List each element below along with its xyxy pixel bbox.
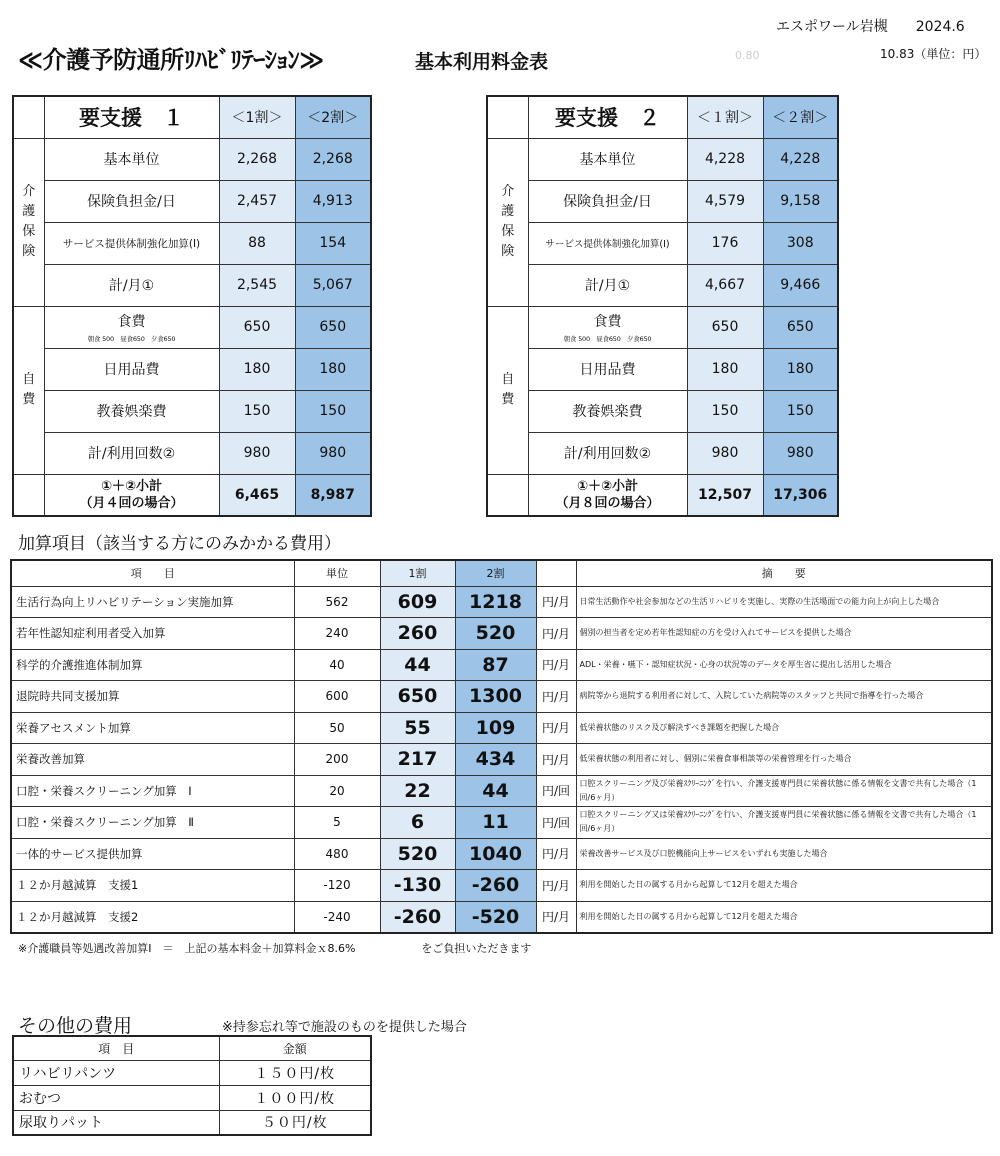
value-1wari: 650 bbox=[219, 306, 295, 348]
addon-1wari: 650 bbox=[380, 681, 455, 713]
level-title: 要支援 １ bbox=[44, 96, 219, 138]
fee-item: おむつ bbox=[13, 1085, 219, 1110]
footnote: ※介護職員等処遇改善加算Ⅰ ＝ 上記の基本料金＋加算料金ｘ8.6% をご負担いただきます bbox=[18, 942, 532, 955]
addon-table bbox=[10, 559, 993, 934]
addon-units: -120 bbox=[294, 870, 380, 902]
table-row bbox=[13, 1060, 371, 1085]
addon-2wari: 87 bbox=[455, 649, 536, 681]
table-row bbox=[13, 1110, 371, 1135]
addon-2wari: 1300 bbox=[455, 681, 536, 713]
rate-table-support-1 bbox=[12, 95, 372, 517]
subtotal-label: ①＋②小計 （月８回の場合） bbox=[528, 474, 687, 516]
addon-units: 240 bbox=[294, 618, 380, 650]
empty-cell bbox=[487, 474, 528, 516]
addon-2wari: 11 bbox=[455, 807, 536, 839]
addon-1wari: 22 bbox=[380, 775, 455, 807]
row-label: 基本単位 bbox=[44, 138, 219, 180]
addon-per: 円/月 bbox=[536, 649, 576, 681]
corner-cell bbox=[487, 96, 528, 138]
value-2wari: 980 bbox=[295, 432, 371, 474]
row-label: 計/月① bbox=[44, 264, 219, 306]
fee-price: ５０円/枚 bbox=[219, 1110, 371, 1135]
addon-1wari: 217 bbox=[380, 744, 455, 776]
addon-2wari: 434 bbox=[455, 744, 536, 776]
value-1wari: 150 bbox=[219, 390, 295, 432]
addon-2wari: 520 bbox=[455, 618, 536, 650]
care-insurance-label: 介 護 保 険 bbox=[487, 138, 528, 306]
addon-per: 円/月 bbox=[536, 901, 576, 933]
addon-units: 200 bbox=[294, 744, 380, 776]
value-1wari: 176 bbox=[687, 222, 763, 264]
page-subtitle: 基本利用料金表 bbox=[415, 51, 549, 73]
value-2wari: 9,158 bbox=[763, 180, 838, 222]
addon-units: 600 bbox=[294, 681, 380, 713]
addon-summary: 病院等から退院する利用者に対して、入院していた病院等のスタッフと共同で指導を行った場合 bbox=[576, 681, 992, 713]
meal-label-cell bbox=[44, 306, 219, 348]
fee-item: 尿取りパット bbox=[13, 1110, 219, 1135]
value-2wari: 4,228 bbox=[763, 138, 838, 180]
addon-1wari: -260 bbox=[380, 901, 455, 933]
value-2wari: 650 bbox=[763, 306, 838, 348]
addon-summary: 利用を開始した日の属する月から起算して12月を超えた場合 bbox=[576, 870, 992, 902]
value-2wari: 4,913 bbox=[295, 180, 371, 222]
addon-summary: 日常生活動作や社会参加などの生活リハビリを実施し、実際の生活場面での能力向上が向上した場合 bbox=[576, 586, 992, 618]
addon-name: 若年性認知症利用者受入加算 bbox=[11, 618, 294, 650]
col-header-1wari: ＜1割＞ bbox=[219, 96, 295, 138]
addon-per: 円/月 bbox=[536, 618, 576, 650]
value-1wari: 4,667 bbox=[687, 264, 763, 306]
col-header-item: 項 目 bbox=[11, 560, 294, 586]
value-1wari: 4,228 bbox=[687, 138, 763, 180]
value-2wari: 180 bbox=[295, 348, 371, 390]
addon-per: 円/月 bbox=[536, 870, 576, 902]
row-label: 日用品費 bbox=[528, 348, 687, 390]
table-row bbox=[11, 775, 992, 807]
col-header-2wari: 2割 bbox=[455, 560, 536, 586]
subtotal-1wari: 6,465 bbox=[219, 474, 295, 516]
col-header-1wari: 1割 bbox=[380, 560, 455, 586]
subtotal-2wari: 8,987 bbox=[295, 474, 371, 516]
value-1wari: 180 bbox=[687, 348, 763, 390]
col-header-per bbox=[536, 560, 576, 586]
value-1wari: 2,545 bbox=[219, 264, 295, 306]
addon-per: 円/月 bbox=[536, 681, 576, 713]
meal-breakdown: 朝食 500 昼食650 夕食650 bbox=[563, 335, 652, 343]
table-row bbox=[11, 618, 992, 650]
addon-units: 562 bbox=[294, 586, 380, 618]
addon-units: -240 bbox=[294, 901, 380, 933]
addon-per: 円/回 bbox=[536, 807, 576, 839]
addon-summary: 利用を開始した日の属する月から起算して12月を超えた場合 bbox=[576, 901, 992, 933]
empty-cell bbox=[13, 474, 44, 516]
addon-name: 口腔・栄養スクリーニング加算 Ⅱ bbox=[11, 807, 294, 839]
addon-1wari: 260 bbox=[380, 618, 455, 650]
addon-1wari: 609 bbox=[380, 586, 455, 618]
subtotal-label: ①＋②小計 （月４回の場合） bbox=[44, 474, 219, 516]
value-1wari: 2,268 bbox=[219, 138, 295, 180]
addon-name: 口腔・栄養スクリーニング加算 Ⅰ bbox=[11, 775, 294, 807]
addon-per: 円/回 bbox=[536, 775, 576, 807]
addon-units: 480 bbox=[294, 838, 380, 870]
table-row bbox=[11, 744, 992, 776]
addon-2wari: 1218 bbox=[455, 586, 536, 618]
col-header-summary: 摘 要 bbox=[576, 560, 992, 586]
addon-summary: ADL・栄養・嚥下・認知症状況・心身の状況等のデータを厚生省に提出し活用した場合 bbox=[576, 649, 992, 681]
value-1wari: 4,579 bbox=[687, 180, 763, 222]
addon-2wari: 109 bbox=[455, 712, 536, 744]
addon-1wari: 520 bbox=[380, 838, 455, 870]
addon-per: 円/月 bbox=[536, 838, 576, 870]
row-label: サービス提供体制強化加算(Ⅰ) bbox=[44, 222, 219, 264]
addon-name: 生活行為向上リハビリテーション実施加算 bbox=[11, 586, 294, 618]
corner-cell bbox=[13, 96, 44, 138]
row-label: 保険負担金/日 bbox=[528, 180, 687, 222]
col-header-price: 金額 bbox=[219, 1036, 371, 1060]
row-label: 食費 bbox=[117, 314, 146, 330]
table-row bbox=[11, 901, 992, 933]
addon-name: 栄養アセスメント加算 bbox=[11, 712, 294, 744]
addon-units: 5 bbox=[294, 807, 380, 839]
table-row bbox=[13, 1085, 371, 1110]
addon-2wari: 44 bbox=[455, 775, 536, 807]
addon-1wari: -130 bbox=[380, 870, 455, 902]
addon-heading: 加算項目（該当する方にのみかかる費用） bbox=[18, 534, 341, 554]
value-1wari: 650 bbox=[687, 306, 763, 348]
value-1wari: 180 bbox=[219, 348, 295, 390]
value-2wari: 650 bbox=[295, 306, 371, 348]
value-2wari: 980 bbox=[763, 432, 838, 474]
self-pay-label: 自 費 bbox=[487, 306, 528, 474]
addon-2wari: 1040 bbox=[455, 838, 536, 870]
addon-2wari: -520 bbox=[455, 901, 536, 933]
addon-per: 円/月 bbox=[536, 744, 576, 776]
addon-units: 40 bbox=[294, 649, 380, 681]
table-row bbox=[11, 712, 992, 744]
meal-breakdown: 朝食 500 昼食650 夕食650 bbox=[87, 335, 176, 343]
value-2wari: 9,466 bbox=[763, 264, 838, 306]
table-row bbox=[11, 649, 992, 681]
addon-name: 一体的サービス提供加算 bbox=[11, 838, 294, 870]
fee-item: リハビリパンツ bbox=[13, 1060, 219, 1085]
facility-date: エスポワール岩槻 2024.6 bbox=[776, 19, 965, 35]
value-2wari: 5,067 bbox=[295, 264, 371, 306]
row-label: 計/利用回数② bbox=[528, 432, 687, 474]
fee-price: １００円/枚 bbox=[219, 1085, 371, 1110]
col-header-unit: 単位 bbox=[294, 560, 380, 586]
meal-label-cell bbox=[528, 306, 687, 348]
value-1wari: 980 bbox=[219, 432, 295, 474]
row-label: 計/月① bbox=[528, 264, 687, 306]
row-label: 保険負担金/日 bbox=[44, 180, 219, 222]
table-row bbox=[11, 586, 992, 618]
page-title: ≪介護予防通所ﾘﾊﾋﾞﾘﾃｰｼｮﾝ≫ bbox=[18, 46, 324, 74]
row-label: 食費 bbox=[593, 314, 622, 330]
col-header-item: 項 目 bbox=[13, 1036, 219, 1060]
other-fees-note: ※持参忘れ等で施設のものを提供した場合 bbox=[222, 1020, 467, 1035]
row-label: サービス提供体制強化加算(Ⅰ) bbox=[528, 222, 687, 264]
value-2wari: 2,268 bbox=[295, 138, 371, 180]
addon-1wari: 55 bbox=[380, 712, 455, 744]
addon-summary: 栄養改善サービス及び口腔機能向上サービスをいずれも実施した場合 bbox=[576, 838, 992, 870]
value-1wari: 980 bbox=[687, 432, 763, 474]
value-2wari: 150 bbox=[763, 390, 838, 432]
value-1wari: 2,457 bbox=[219, 180, 295, 222]
subtotal-2wari: 17,306 bbox=[763, 474, 838, 516]
self-pay-label: 自 費 bbox=[13, 306, 44, 474]
row-label: 計/利用回数② bbox=[44, 432, 219, 474]
col-header-1wari: ＜１割＞ bbox=[687, 96, 763, 138]
addon-name: １２か月越減算 支援1 bbox=[11, 870, 294, 902]
addon-rows bbox=[11, 586, 992, 933]
care-insurance-label: 介 護 保 険 bbox=[13, 138, 44, 306]
fee-price: １５０円/枚 bbox=[219, 1060, 371, 1085]
other-fees-heading: その他の費用 bbox=[18, 1015, 133, 1037]
addon-summary: 低栄養状態の利用者に対し、個別に栄養食事相談等の栄養管理を行った場合 bbox=[576, 744, 992, 776]
other-fees-table bbox=[12, 1035, 372, 1136]
value-2wari: 150 bbox=[295, 390, 371, 432]
level-title: 要支援 ２ bbox=[528, 96, 687, 138]
addon-name: 科学的介護推進体制加算 bbox=[11, 649, 294, 681]
addon-name: １２か月越減算 支援2 bbox=[11, 901, 294, 933]
addon-summary: 口腔スクリーニング又は栄養ｽｸﾘｰﾆﾝｸﾞを行い、介護支援専門員に栄養状態に係る情報を文書で共有した場合（1回/6ヶ月） bbox=[576, 807, 992, 839]
addon-name: 退院時共同支援加算 bbox=[11, 681, 294, 713]
row-label: 教養娯楽費 bbox=[528, 390, 687, 432]
addon-name: 栄養改善加算 bbox=[11, 744, 294, 776]
subtotal-1wari: 12,507 bbox=[687, 474, 763, 516]
row-label: 教養娯楽費 bbox=[44, 390, 219, 432]
addon-1wari: 6 bbox=[380, 807, 455, 839]
value-2wari: 154 bbox=[295, 222, 371, 264]
addon-1wari: 44 bbox=[380, 649, 455, 681]
addon-summary: 低栄養状態のリスク及び解決すべき課題を把握した場合 bbox=[576, 712, 992, 744]
faint-rate-text: 0.80 bbox=[735, 49, 760, 62]
table-row bbox=[11, 807, 992, 839]
addon-units: 20 bbox=[294, 775, 380, 807]
col-header-2wari: ＜２割＞ bbox=[763, 96, 838, 138]
value-2wari: 308 bbox=[763, 222, 838, 264]
value-2wari: 180 bbox=[763, 348, 838, 390]
addon-2wari: -260 bbox=[455, 870, 536, 902]
row-label: 基本単位 bbox=[528, 138, 687, 180]
addon-per: 円/月 bbox=[536, 712, 576, 744]
unit-note: 10.83（単位：円） bbox=[880, 47, 987, 61]
addon-summary: 個別の担当者を定め若年性認知症の方を受け入れてサービスを提供した場合 bbox=[576, 618, 992, 650]
row-label: 日用品費 bbox=[44, 348, 219, 390]
rate-table-support-2 bbox=[486, 95, 839, 517]
col-header-2wari: ＜2割＞ bbox=[295, 96, 371, 138]
table-row bbox=[11, 870, 992, 902]
table-row bbox=[11, 838, 992, 870]
addon-per: 円/月 bbox=[536, 586, 576, 618]
table-row bbox=[11, 681, 992, 713]
value-1wari: 88 bbox=[219, 222, 295, 264]
addon-units: 50 bbox=[294, 712, 380, 744]
value-1wari: 150 bbox=[687, 390, 763, 432]
addon-summary: 口腔スクリーニング及び栄養ｽｸﾘｰﾆﾝｸﾞを行い、介護支援専門員に栄養状態に係る情報を文書で共有した場合（1回/6ヶ月） bbox=[576, 775, 992, 807]
